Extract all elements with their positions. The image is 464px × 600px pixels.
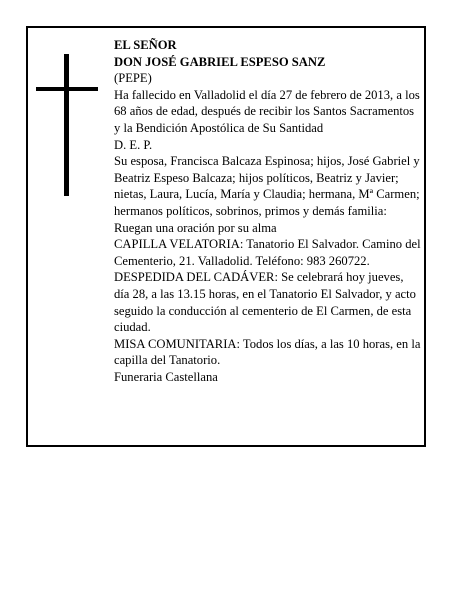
funeral-home: Funeraria Castellana bbox=[114, 369, 218, 384]
notice-title: EL SEÑOR bbox=[114, 38, 177, 52]
family-list: Su esposa, Francisca Balcaza Espinosa; hijos, José Gabriel y Beatriz Espeso Balcaza; hijos políticos, Beatriz y Javier; nietas, Laura, Lucía, María y Claudia; hermana, Mª Carmen; hermanos políticos, sobrinos, primos y demás familia: bbox=[114, 154, 420, 218]
prayer-request: Ruegan una oración por su alma bbox=[114, 220, 277, 235]
obituary-text bbox=[114, 37, 422, 385]
rip-line: D. E. P. bbox=[114, 137, 153, 152]
cross-horizontal-bar bbox=[36, 87, 98, 91]
mass-info: MISA COMUNITARIA: Todos los días, a las 10 horas, en la capilla del Tanatorio. bbox=[114, 336, 421, 368]
deceased-nickname: (PEPE) bbox=[114, 71, 152, 86]
cross-icon bbox=[36, 54, 98, 196]
chapel-info: CAPILLA VELATORIA: Tanatorio El Salvador. Camino del Cementerio, 21. Valladolid. Teléfono: 983 260722. bbox=[114, 237, 421, 268]
deceased-name: DON JOSÉ GABRIEL ESPESO SANZ bbox=[114, 54, 326, 69]
death-announcement: Ha fallecido en Valladolid el día 27 de febrero de 2013, a los 68 años de edad, después de recibir los Santos Sacramentos y la Bendición Apostólica de Su Santidad bbox=[114, 87, 420, 135]
cross-vertical-bar bbox=[64, 54, 69, 196]
farewell-info: DESPEDIDA DEL CADÁVER: Se celebrará hoy jueves, día 28, a las 13.15 horas, en el Tanatorio El Salvador, y acto seguido la conducción al cementerio de El Carmen, de esta ciudad. bbox=[114, 270, 416, 335]
